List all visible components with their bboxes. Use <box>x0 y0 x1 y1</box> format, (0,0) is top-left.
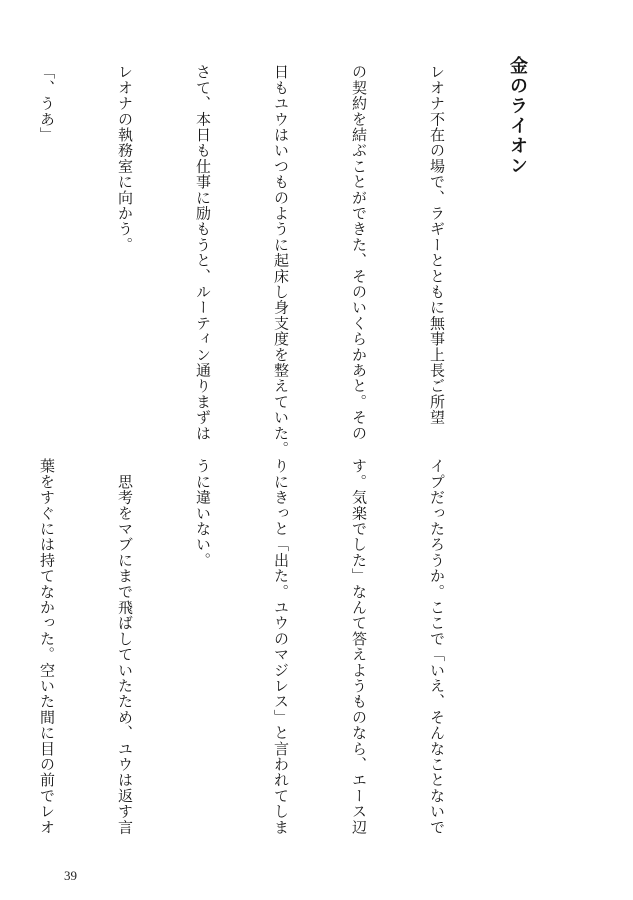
text-line: 思考をマブにまで飛ばしていたため、ユウは返す言 <box>116 458 134 835</box>
text-line: さて、本日も仕事に励もうと、ルーティン通りまずは <box>194 64 212 441</box>
text-line: レオナの執務室に向かう。 <box>116 64 134 253</box>
text-line: 日もユウはいつものように起床し身支度を整えていた。 <box>272 64 290 457</box>
text-line: イプだったろうか。ここで「いえ、そんなことないで <box>428 458 446 835</box>
page-number: 39 <box>64 868 77 883</box>
text-line: 「、うあ」 <box>38 64 56 143</box>
text-line: 葉をすぐには持てなかった。空いた間に目の前でレオ <box>38 458 56 835</box>
text-line: の契約を結ぶことができた、そのいくらかあと。その <box>350 64 368 441</box>
text-line: レオナ不在の場で、ラギーとともに無事上長ご所望 <box>428 64 446 426</box>
text-line: りにきっと「出た。ユウのマジレス」と言われてしま <box>272 458 290 835</box>
text-line: うに違いない。 <box>194 458 212 568</box>
text-line: す。気楽でした」なんて答えようものなら、エース辺 <box>350 458 368 835</box>
chapter-title: 金のライオン <box>507 56 528 176</box>
upper-text-block <box>0 64 502 457</box>
lower-text-block <box>0 458 502 835</box>
